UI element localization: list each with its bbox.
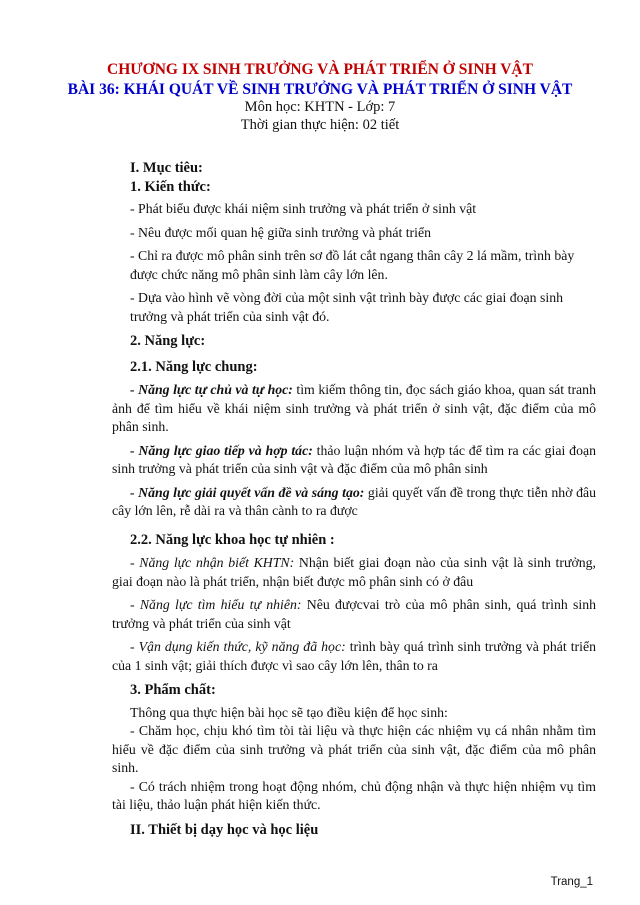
section-equipment-heading: II. Thiết bị dạy học và học liệu: [130, 821, 319, 838]
knowledge-item: - Dựa vào hình vẽ vòng đời của một sinh vật trình bày được các giai đoạn sinh trưởng và phát triển của sinh vật đó.: [130, 290, 564, 324]
chapter-title: CHƯƠNG IX SINH TRƯỞNG VÀ PHÁT TRIỂN Ở SINH VẬT: [107, 61, 533, 78]
quality-item: - Chăm học, chịu khó tìm tòi tài liệu và thực hiện các nhiệm vụ cá nhân nhằm tìm hiểu về đặc điểm của sinh trưởng và phát triển của sinh vật, đặc điểm của mô phân sinh.: [112, 723, 596, 775]
item-label: - Năng lực nhận biết KHTN:: [130, 555, 295, 570]
page-number: Trang_1: [550, 876, 593, 888]
quality-item: - Có trách nhiệm trong hoạt động nhóm, chủ động nhận và thực hiện nhiệm vụ tìm tài liệu, thảo luận phát hiện kiến thức.: [112, 778, 596, 812]
quality-heading: 3. Phẩm chất:: [130, 682, 216, 698]
science-ability-item: [112, 596, 596, 633]
general-ability-heading: 2.1. Năng lực chung:: [130, 358, 258, 375]
item-label: - Năng lực giao tiếp và hợp tác:: [130, 442, 313, 458]
knowledge-item: - Nêu được mối quan hệ giữa sinh trưởng và phát triển: [130, 224, 432, 240]
item-text: trình bày quá trình sinh trưởng và phát triển của 1 sinh vật; giải thích được vì sao cây lớn lên, thân to ra: [112, 639, 597, 673]
quality-intro: Thông qua thực hiện bài học sẽ tạo điều kiện để học sinh:: [130, 704, 448, 720]
science-ability-item: [112, 554, 596, 591]
document-body: [112, 159, 597, 839]
subject-line: Môn học: KHTN - Lớp: 7: [244, 99, 396, 115]
item-text: tìm kiếm thông tin, đọc sách giáo khoa, quan sát tranh ảnh để tìm hiểu về khái niệm sinh trưởng và phát triển ở sinh vật, đặc điểm của mô phân sinh.: [112, 382, 596, 434]
item-label: - Năng lực tìm hiểu tự nhiên:: [130, 597, 302, 612]
item-label: - Năng lực tự chủ và tự học:: [130, 382, 293, 397]
knowledge-item: - Phát biểu được khái niệm sinh trưởng và phát triển ở sinh vật: [130, 201, 477, 216]
knowledge-item: - Chỉ ra được mô phân sinh trên sơ đồ lát cắt ngang thân cây 2 lá mầm, trình bày được chức năng mô phân sinh làm cây lớn lên.: [130, 248, 575, 282]
science-ability-heading: 2.2. Năng lực khoa học tự nhiên :: [130, 531, 335, 548]
duration-line: Thời gian thực hiện: 02 tiết: [240, 117, 400, 133]
knowledge-heading: 1. Kiến thức:: [130, 178, 211, 195]
item-text: Nhận biết giai đoạn nào của sinh vật là sinh trưởng, giai đoạn nào là phát triển, nhận biết được mô phân sinh có ở đâu: [112, 555, 596, 589]
item-label: - Vận dụng kiến thức, kỹ năng đã học:: [130, 639, 346, 654]
item-label: - Năng lực giải quyết vấn đề và sáng tạo:: [130, 484, 365, 500]
ability-heading: 2. Năng lực:: [130, 333, 206, 349]
section-objectives-heading: I. Mục tiêu:: [130, 160, 203, 176]
general-ability-item: [112, 381, 596, 437]
general-ability-item: [112, 442, 596, 479]
item-text: thảo luận nhóm và hợp tác để tìm ra các giai đoạn sinh trưởng và phát triển của sinh vật và đặc điểm của mô phân sinh: [112, 442, 597, 476]
general-ability-item: [112, 484, 596, 521]
lesson-title: BÀI 36: KHÁI QUÁT VỀ SINH TRƯỞNG VÀ PHÁT TRIỂN Ở SINH VẬT: [67, 81, 573, 98]
item-text: giải quyết vấn đề trong thực tiễn nhờ đâu cây lớn lên, rễ dài ra và thân cành to ra được: [112, 484, 596, 518]
science-ability-item: [112, 638, 596, 675]
item-text: Nêu đượcvai trò của mô phân sinh, quá trình sinh trưởng và phát triển của sinh vật: [112, 597, 596, 631]
